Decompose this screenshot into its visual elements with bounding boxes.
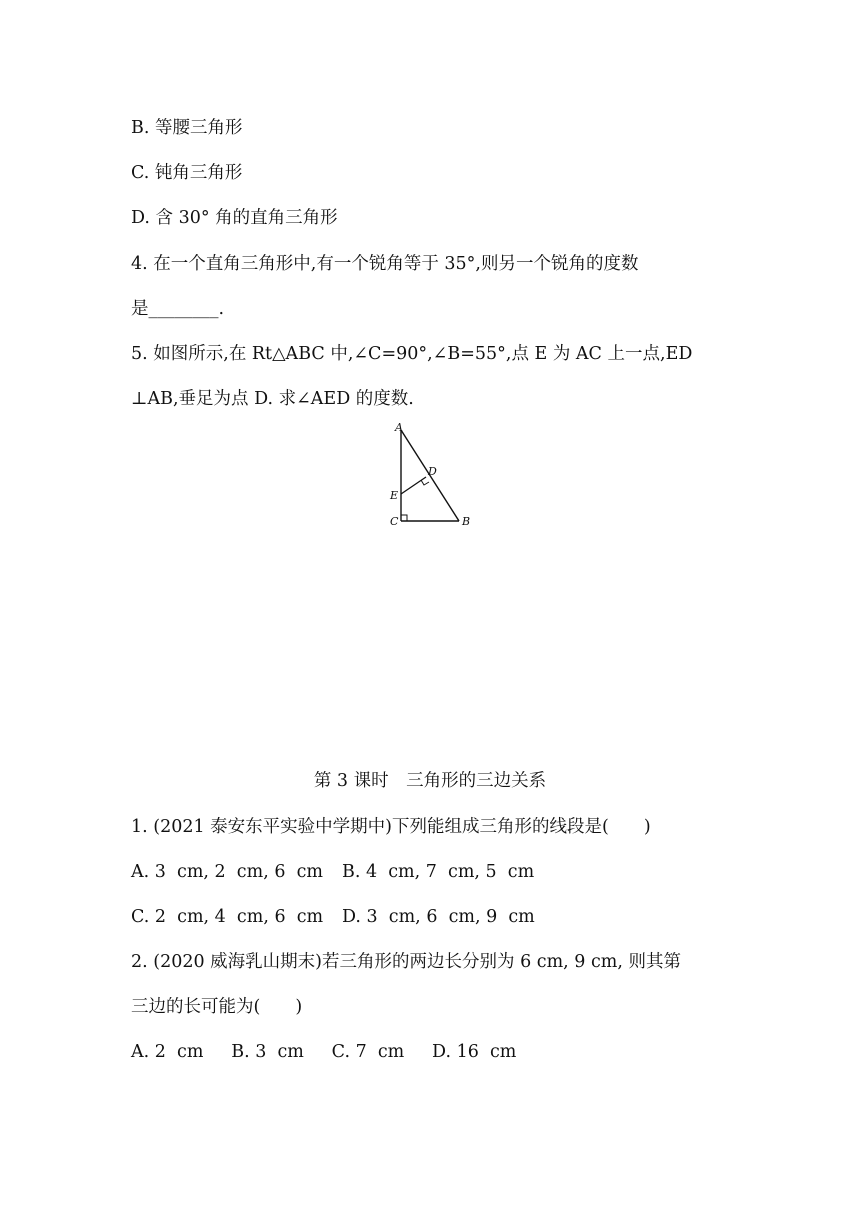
segment-ed	[401, 477, 426, 494]
question-4-line-1: 4. 在一个直角三角形中,有一个锐角等于 35°,则另一个锐角的度数	[131, 254, 639, 274]
question-5-line-1: 5. 如图所示,在 Rt△ABC 中,∠C=90°,∠B=55°,点 E 为 AC 上一点,ED	[131, 344, 693, 364]
section-q1-option-b: B. 4 cm, 7 cm, 5 cm	[342, 862, 535, 882]
section-q1-option-d: D. 3 cm, 6 cm, 9 cm	[342, 907, 535, 927]
option-c-obtuse: C. 钝角三角形	[131, 163, 243, 183]
question-4-line-2: 是________.	[131, 299, 225, 319]
label-e: E	[390, 489, 399, 502]
section-q1: 1. (2021 泰安东平实验中学期中)下列能组成三角形的线段是( )	[131, 817, 651, 837]
section-q1-option-a: A. 3 cm, 2 cm, 6 cm	[131, 862, 323, 882]
section-q2-options: A. 2 cm B. 3 cm C. 7 cm D. 16 cm	[131, 1042, 517, 1062]
right-angle-mark-d	[421, 480, 429, 485]
label-c: C	[390, 515, 399, 528]
option-b-isosceles: B. 等腰三角形	[131, 118, 243, 138]
section-q2-line-2: 三边的长可能为( )	[131, 997, 303, 1017]
section-title: 第 3 课时 三角形的三边关系	[313, 771, 547, 791]
label-d: D	[428, 465, 437, 478]
section-q1-option-c: C. 2 cm, 4 cm, 6 cm	[131, 907, 324, 927]
label-b: B	[462, 515, 471, 528]
section-q2-line-1: 2. (2020 威海乳山期末)若三角形的两边长分别为 6 cm, 9 cm, 则其第	[131, 952, 682, 972]
triangle-figure	[380, 418, 480, 536]
right-angle-mark-c	[401, 515, 407, 521]
option-d-right-30: D. 含 30° 角的直角三角形	[131, 208, 338, 228]
label-a: A	[395, 421, 403, 434]
question-5-line-2: ⊥AB,垂足为点 D. 求∠AED 的度数.	[131, 389, 414, 409]
